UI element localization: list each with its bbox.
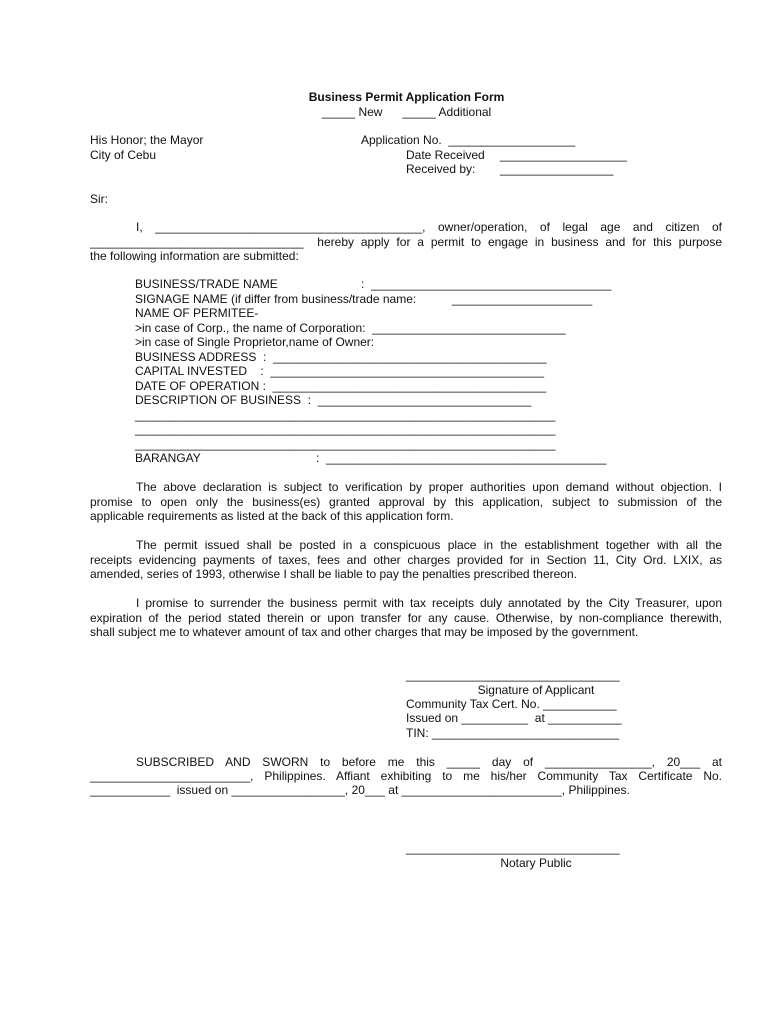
barangay-label: BARANGAY [135,451,201,465]
capital-invested-field: CAPITAL INVESTED : _________________________________________ [135,364,544,378]
description-of-business-field: DESCRIPTION OF BUSINESS : ________________________________ [135,393,532,407]
business-name-value: : ____________________________________ [361,277,612,291]
permitee-label: NAME OF PERMITEE- [135,306,259,320]
intro-line-2: ________________________________ hereby apply for a permit to engage in business and for this purpose [90,235,722,249]
surrender-line-2: expiration of the period stated therein or upon transfer for any cause. Otherwise, by non-compliance therewith, [90,611,722,625]
date-received-label: Date Received [406,148,485,162]
intro-line-3: the following information are submitted: [90,249,299,263]
issued-on-field: Issued on __________ at ___________ [406,711,622,725]
sworn-line-1: SUBSCRIBED AND SWORN to before me this _____ day of ________________, 20___ at [136,755,722,769]
proprietor-name-field: >in case of Single Proprietor,name of Owner: [135,335,375,349]
application-number: Application No. ___________________ [361,133,576,147]
business-name-label: BUSINESS/TRADE NAME [135,277,278,291]
corporation-name-field: >in case of Corp., the name of Corporation: _____________________________ [135,321,566,335]
salutation: Sir: [90,192,108,206]
date-received-blank: ___________________ [500,148,627,162]
received-by-blank: _________________ [500,162,614,176]
description-blank-line: _______________________________________________________________ [135,437,556,451]
signage-name-label: SIGNAGE NAME (if differ from business/trade name: [135,292,417,306]
addressee-line-2: City of Cebu [90,148,157,162]
date-of-operation-field: DATE OF OPERATION : _________________________________________ [135,379,547,393]
addressee-line-1: His Honor; the Mayor [90,133,204,147]
declaration-line-3: applicable requirements as listed at the back of this application form. [90,509,454,523]
application-type-options: _____ New _____ Additional [321,105,492,119]
posting-line-1: The permit issued shall be posted in a conspicuous place in the establishment together with all the [136,538,722,552]
notary-signature-line: ________________________________ [406,841,620,855]
description-blank-line: _______________________________________________________________ [135,408,556,422]
posting-line-3: amended, series of 1993, otherwise I shall be liable to pay the penalties prescribed thereon. [90,567,577,581]
barangay-value: : __________________________________________ [316,451,607,465]
declaration-line-1: The above declaration is subject to verification by proper authorities upon demand without objection. I [136,480,722,494]
sworn-line-3: ____________ issued on _________________, 20___ at ________________________, Philippines. [90,783,630,797]
intro-line-1: I, ________________________________________, owner/operation, of legal age and citizen of [136,220,722,234]
community-tax-cert-field: Community Tax Cert. No. ___________ [406,697,617,711]
notary-public-label: Notary Public [500,856,572,870]
received-by-label: Received by: [406,162,476,176]
surrender-line-3: shall subject me to whatever amount of tax and other charges that may be imposed by the government. [90,625,639,639]
sworn-line-2: ________________________, Philippines. Affiant exhibiting to me his/her Community Tax Certificate No. [90,769,722,783]
form-title: Business Permit Application Form [308,90,505,104]
declaration-line-2: promise to open only the business(es) granted approval by this application, subject to submission of the [90,495,722,509]
signature-line: ________________________________ [406,668,620,682]
surrender-line-1: I promise to surrender the business permit with tax receipts duly annotated by the City Treasurer, upon [136,596,722,610]
posting-line-2: receipts evidencing payments of taxes, fees and other charges provided for in Section 11, City Ord. LXIX, as [90,553,722,567]
description-blank-line: _______________________________________________________________ [135,422,556,436]
business-address-field: BUSINESS ADDRESS : _________________________________________ [135,350,547,364]
tin-field: TIN: ____________________________ [406,726,619,740]
signature-label: Signature of Applicant [477,683,595,697]
signage-name-value: _____________________ [452,292,593,306]
